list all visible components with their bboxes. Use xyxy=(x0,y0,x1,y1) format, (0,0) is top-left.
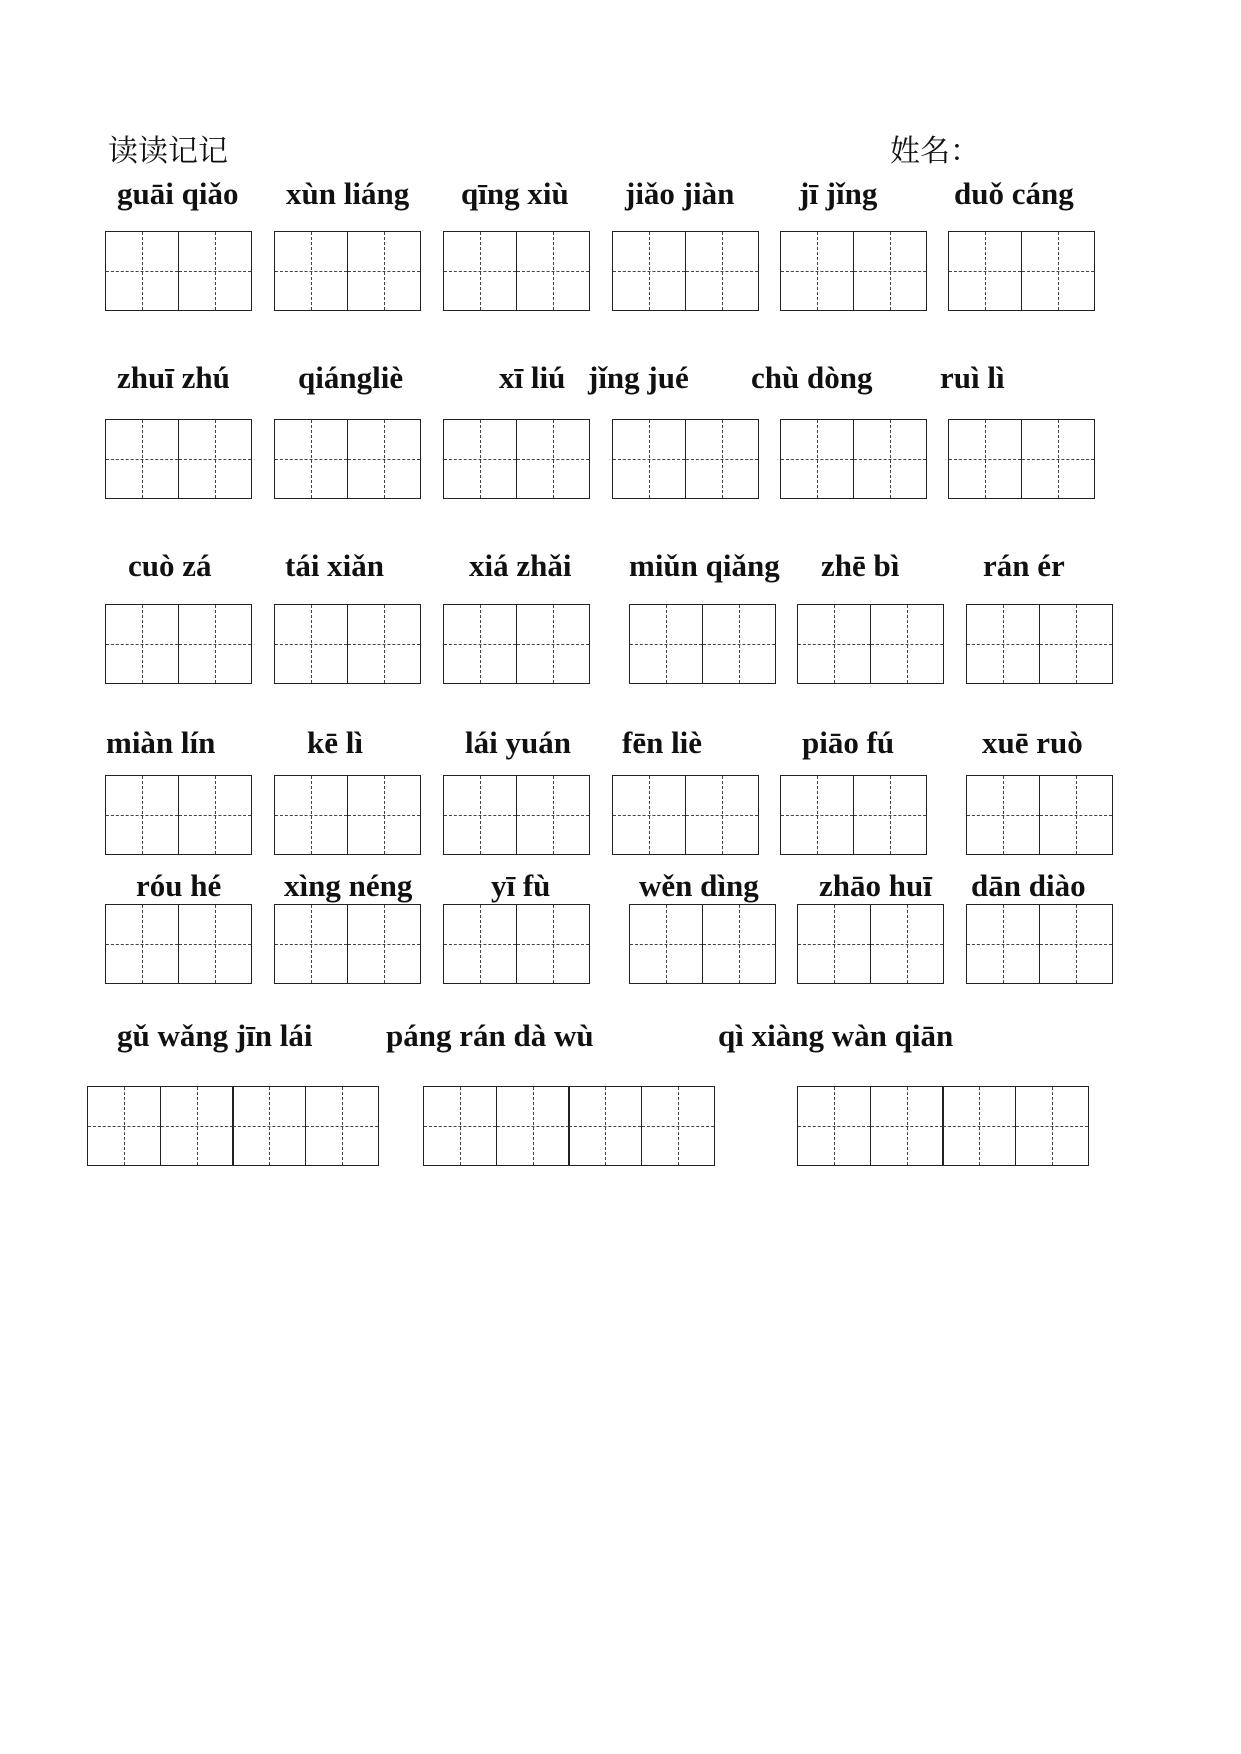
writing-cell[interactable] xyxy=(568,1086,642,1166)
writing-cell[interactable] xyxy=(612,419,686,499)
pinyin-label: zhuī zhú xyxy=(117,360,230,395)
pinyin-label: qì xiàng wàn qiān xyxy=(718,1018,954,1053)
writing-cell[interactable] xyxy=(780,775,854,855)
pinyin-label: xuē ruò xyxy=(982,725,1083,760)
writing-grid xyxy=(797,604,944,684)
writing-cell[interactable] xyxy=(347,775,421,855)
writing-cell[interactable] xyxy=(347,904,421,984)
writing-cell[interactable] xyxy=(347,604,421,684)
writing-cell[interactable] xyxy=(178,419,252,499)
pinyin-label: dān diào xyxy=(971,868,1086,903)
writing-cell[interactable] xyxy=(87,1086,161,1166)
writing-cell[interactable] xyxy=(612,231,686,311)
writing-grid xyxy=(780,419,927,499)
writing-grid xyxy=(612,231,759,311)
writing-grid xyxy=(629,904,776,984)
pinyin-label: gǔ wǎng jīn lái xyxy=(117,1018,313,1053)
writing-grid xyxy=(105,904,252,984)
writing-cell[interactable] xyxy=(443,604,517,684)
pinyin-label: páng rán dà wù xyxy=(386,1018,594,1053)
writing-grid xyxy=(948,419,1095,499)
writing-grid xyxy=(443,775,590,855)
pinyin-label: ruì lì xyxy=(940,360,1005,395)
worksheet-title: 读读记记 xyxy=(108,134,228,169)
writing-cell[interactable] xyxy=(274,904,348,984)
pinyin-label: jǐng jué xyxy=(588,360,689,395)
writing-cell[interactable] xyxy=(612,775,686,855)
writing-cell[interactable] xyxy=(232,1086,306,1166)
pinyin-label: jī jǐng xyxy=(799,176,878,211)
writing-cell[interactable] xyxy=(629,904,703,984)
writing-grid xyxy=(87,1086,379,1166)
pinyin-label: zhāo huī xyxy=(819,868,932,903)
writing-cell[interactable] xyxy=(423,1086,497,1166)
writing-cell[interactable] xyxy=(685,419,759,499)
pinyin-label: piāo fú xyxy=(802,725,895,760)
writing-cell[interactable] xyxy=(870,904,944,984)
pinyin-label: kē lì xyxy=(307,725,363,760)
writing-cell[interactable] xyxy=(797,604,871,684)
writing-grid xyxy=(423,1086,715,1166)
writing-cell[interactable] xyxy=(948,231,1022,311)
writing-grid xyxy=(797,904,944,984)
writing-cell[interactable] xyxy=(274,775,348,855)
writing-cell[interactable] xyxy=(305,1086,379,1166)
writing-cell[interactable] xyxy=(629,604,703,684)
pinyin-label: chù dòng xyxy=(751,360,873,395)
writing-grid xyxy=(443,604,590,684)
writing-cell[interactable] xyxy=(853,231,927,311)
writing-cell[interactable] xyxy=(780,419,854,499)
pinyin-label: miǔn qiǎng xyxy=(629,548,780,583)
writing-grid xyxy=(797,1086,1089,1166)
writing-cell[interactable] xyxy=(105,419,179,499)
writing-grid xyxy=(612,419,759,499)
pinyin-label: xī liú xyxy=(499,360,566,395)
writing-cell[interactable] xyxy=(105,904,179,984)
writing-cell[interactable] xyxy=(797,904,871,984)
writing-grid xyxy=(629,604,776,684)
writing-cell[interactable] xyxy=(685,231,759,311)
writing-cell[interactable] xyxy=(274,604,348,684)
writing-grid xyxy=(443,419,590,499)
writing-cell[interactable] xyxy=(948,419,1022,499)
writing-cell[interactable] xyxy=(870,1086,944,1166)
pinyin-label: xùn liáng xyxy=(286,176,410,211)
writing-cell[interactable] xyxy=(1039,904,1113,984)
writing-cell[interactable] xyxy=(1039,775,1113,855)
writing-cell[interactable] xyxy=(966,904,1040,984)
pinyin-label: jiǎo jiàn xyxy=(625,176,735,211)
writing-cell[interactable] xyxy=(274,419,348,499)
writing-cell[interactable] xyxy=(853,775,927,855)
writing-cell[interactable] xyxy=(942,1086,1016,1166)
pinyin-label: fēn liè xyxy=(622,725,703,760)
writing-grid xyxy=(105,419,252,499)
writing-cell[interactable] xyxy=(780,231,854,311)
writing-cell[interactable] xyxy=(105,231,179,311)
writing-cell[interactable] xyxy=(1021,231,1095,311)
writing-cell[interactable] xyxy=(496,1086,570,1166)
writing-cell[interactable] xyxy=(443,419,517,499)
writing-grid xyxy=(105,604,252,684)
pinyin-label: xìng néng xyxy=(284,868,413,903)
writing-cell[interactable] xyxy=(870,604,944,684)
writing-cell[interactable] xyxy=(178,231,252,311)
pinyin-label: zhē bì xyxy=(821,548,900,583)
writing-cell[interactable] xyxy=(966,775,1040,855)
writing-cell[interactable] xyxy=(641,1086,715,1166)
writing-cell[interactable] xyxy=(443,775,517,855)
writing-grid xyxy=(966,604,1113,684)
writing-grid xyxy=(105,231,252,311)
writing-grid xyxy=(443,904,590,984)
writing-cell[interactable] xyxy=(685,775,759,855)
writing-cell[interactable] xyxy=(347,419,421,499)
writing-cell[interactable] xyxy=(160,1086,234,1166)
writing-grid xyxy=(948,231,1095,311)
writing-grid xyxy=(274,231,421,311)
writing-cell[interactable] xyxy=(178,904,252,984)
name-label: 姓名： xyxy=(890,134,980,169)
pinyin-label: tái xiǎn xyxy=(285,548,385,583)
writing-cell[interactable] xyxy=(178,604,252,684)
writing-cell[interactable] xyxy=(702,904,776,984)
writing-cell[interactable] xyxy=(516,775,590,855)
pinyin-label: qīng xiù xyxy=(461,176,569,211)
writing-cell[interactable] xyxy=(516,419,590,499)
writing-cell[interactable] xyxy=(274,231,348,311)
writing-cell[interactable] xyxy=(1015,1086,1089,1166)
writing-grid xyxy=(274,775,421,855)
pinyin-label: guāi qiǎo xyxy=(117,176,239,211)
writing-grid xyxy=(612,775,759,855)
writing-cell[interactable] xyxy=(1039,604,1113,684)
pinyin-label: duǒ cáng xyxy=(954,176,1074,211)
writing-cell[interactable] xyxy=(178,775,252,855)
pinyin-label: yī fù xyxy=(491,868,551,903)
writing-grid xyxy=(274,604,421,684)
writing-grid xyxy=(105,775,252,855)
writing-grid xyxy=(780,231,927,311)
writing-grid xyxy=(274,419,421,499)
writing-cell[interactable] xyxy=(516,231,590,311)
writing-cell[interactable] xyxy=(105,775,179,855)
writing-grid xyxy=(966,904,1113,984)
writing-cell[interactable] xyxy=(516,904,590,984)
writing-cell[interactable] xyxy=(347,231,421,311)
writing-cell[interactable] xyxy=(443,904,517,984)
writing-cell[interactable] xyxy=(797,1086,871,1166)
writing-cell[interactable] xyxy=(443,231,517,311)
writing-cell[interactable] xyxy=(105,604,179,684)
pinyin-label: róu hé xyxy=(136,868,222,903)
writing-cell[interactable] xyxy=(1021,419,1095,499)
writing-grid xyxy=(780,775,927,855)
pinyin-label: miàn lín xyxy=(106,725,216,760)
writing-grid xyxy=(966,775,1113,855)
pinyin-label: qiángliè xyxy=(298,360,404,395)
writing-cell[interactable] xyxy=(853,419,927,499)
pinyin-label: rán ér xyxy=(983,548,1065,583)
pinyin-label: xiá zhǎi xyxy=(469,548,572,583)
pinyin-label: wěn dìng xyxy=(639,868,759,903)
writing-cell[interactable] xyxy=(702,604,776,684)
pinyin-label: lái yuán xyxy=(465,725,571,760)
writing-cell[interactable] xyxy=(516,604,590,684)
writing-cell[interactable] xyxy=(966,604,1040,684)
pinyin-label: cuò zá xyxy=(128,548,212,583)
writing-grid xyxy=(274,904,421,984)
writing-grid xyxy=(443,231,590,311)
